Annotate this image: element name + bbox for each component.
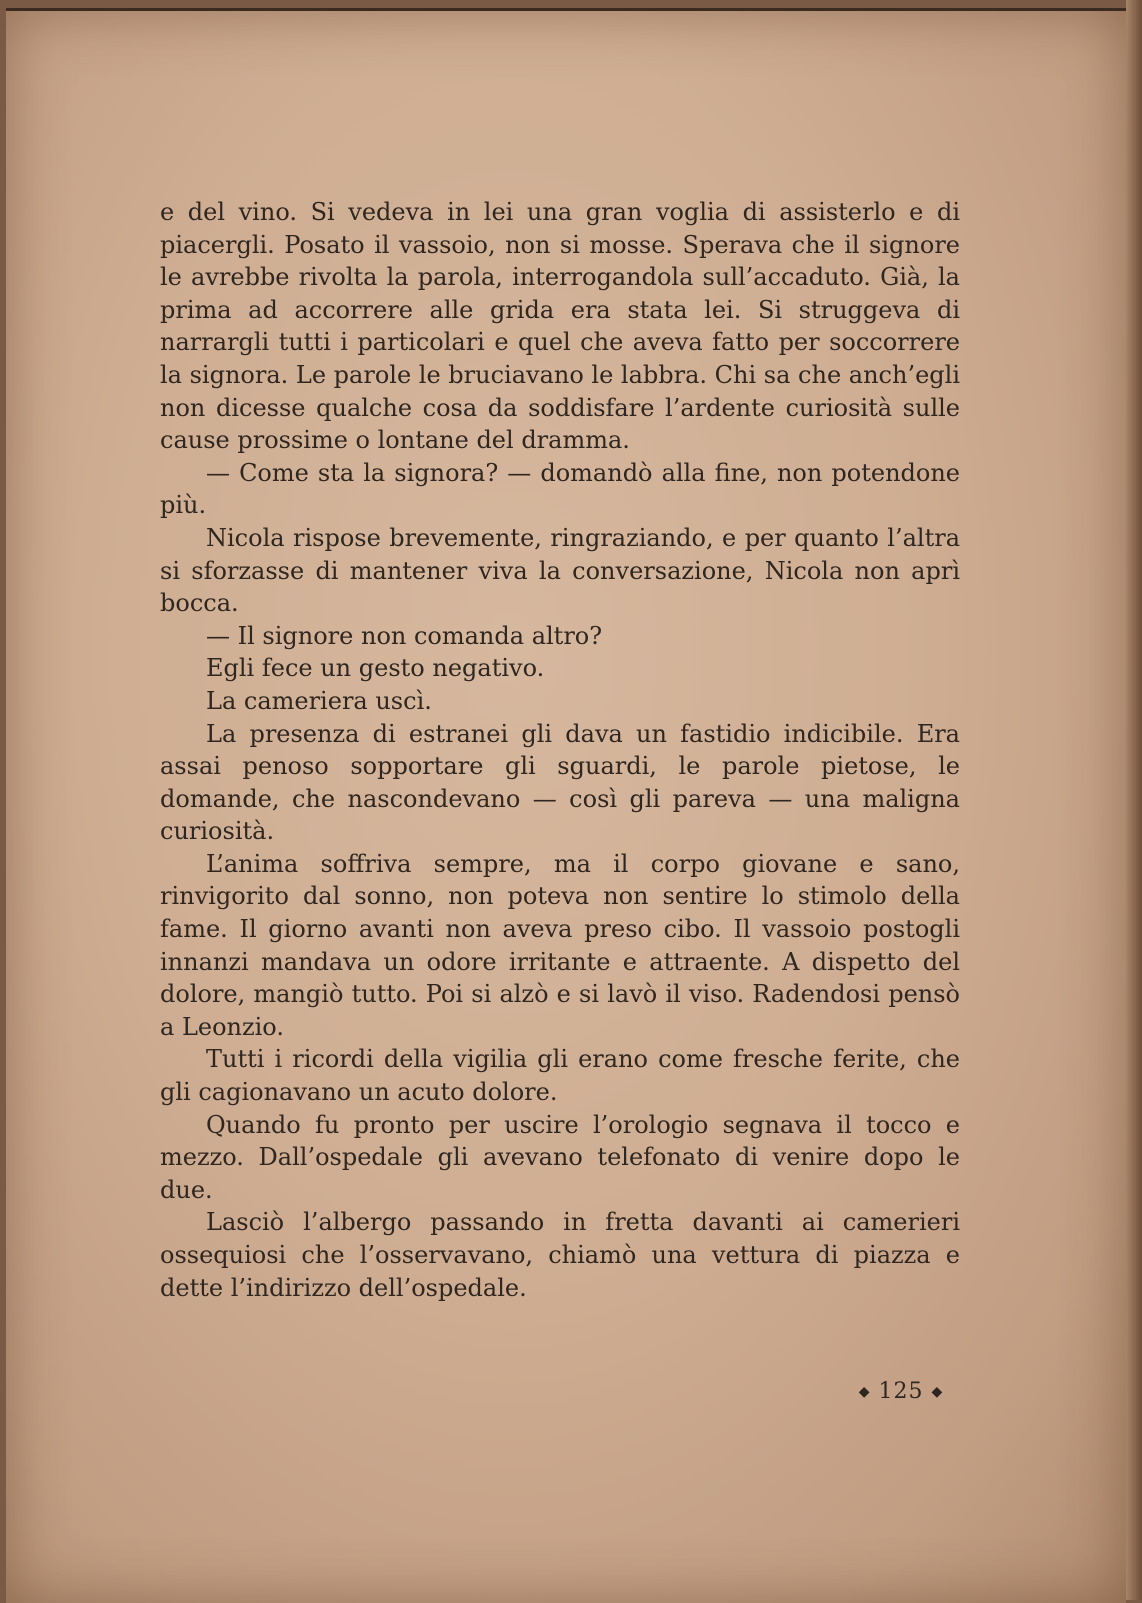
paragraph: L’anima soffriva sempre, ma il corpo giovane e sano, rinvigorito dal sonno, non poteva non sentire lo stimolo della fame. Il giorno avanti non aveva preso cibo. Il vassoio postogli innanzi mandava un odore irritante e attraente. A dispetto del dolore, mangiò tutto. Poi si alzò e si lavò il viso. Radendosi pensò a Leonzio.: [160, 849, 960, 1041]
page-number-value: 125: [878, 1379, 924, 1404]
page-text: [160, 196, 960, 1304]
page-number: [846, 1379, 956, 1404]
paragraph: e del vino. Si vedeva in lei una gran voglia di assisterlo e di piacergli. Posato il vassoio, non si mosse. Sperava che il signore le avrebbe rivolta la parola, interrogandola sull’accaduto. Già, la prima ad accorrere alle grida era stata lei. Si struggeva di narrargli tutti i particolari e quel che aveva fatto per soccorrere la signora. Le parole le bruciavano le labbra. Chi sa che anch’egli non dicesse qualche cosa da soddisfare l’ardente curiosità sulle cause prossime o lontane del dramma.: [160, 198, 960, 455]
paragraph: Nicola rispose brevemente, ringraziando, e per quanto l’altra si sforzasse di mantener viva la conversazione, Nicola non aprì bocca.: [160, 523, 960, 618]
paragraph: Egli fece un gesto negativo.: [206, 654, 545, 683]
paragraph: Quando fu pronto per uscire l’orologio segnava il tocco e mezzo. Dall’ospedale gli avevano telefonato di venire dopo le due.: [160, 1110, 960, 1204]
paragraph: Tutti i ricordi della vigilia gli erano come fresche ferite, che gli cagionavano un acuto dolore.: [160, 1045, 960, 1107]
diamond-ornament-icon: ◆: [858, 1384, 871, 1400]
book-page: [6, 8, 1126, 1603]
paragraph: — Come sta la signora? — domandò alla fine, non potendone più.: [160, 458, 960, 520]
paragraph: — Il signore non comanda altro?: [206, 621, 603, 650]
page-edge: [1126, 0, 1142, 1600]
paragraph: La presenza di estranei gli dava un fastidio indicibile. Era assai penoso sopportare gli sguardi, le parole pietose, le domande, che nascondevano — così gli pareva — una maligna curiosità.: [160, 719, 960, 846]
paragraph: Lasciò l’albergo passando in fretta davanti ai camerieri ossequiosi che l’osservavano, chiamò una vettura di piazza e dette l’indirizzo dell’ospedale.: [160, 1208, 960, 1302]
diamond-ornament-icon: ◆: [931, 1384, 944, 1400]
paragraph: La cameriera uscì.: [206, 686, 432, 715]
